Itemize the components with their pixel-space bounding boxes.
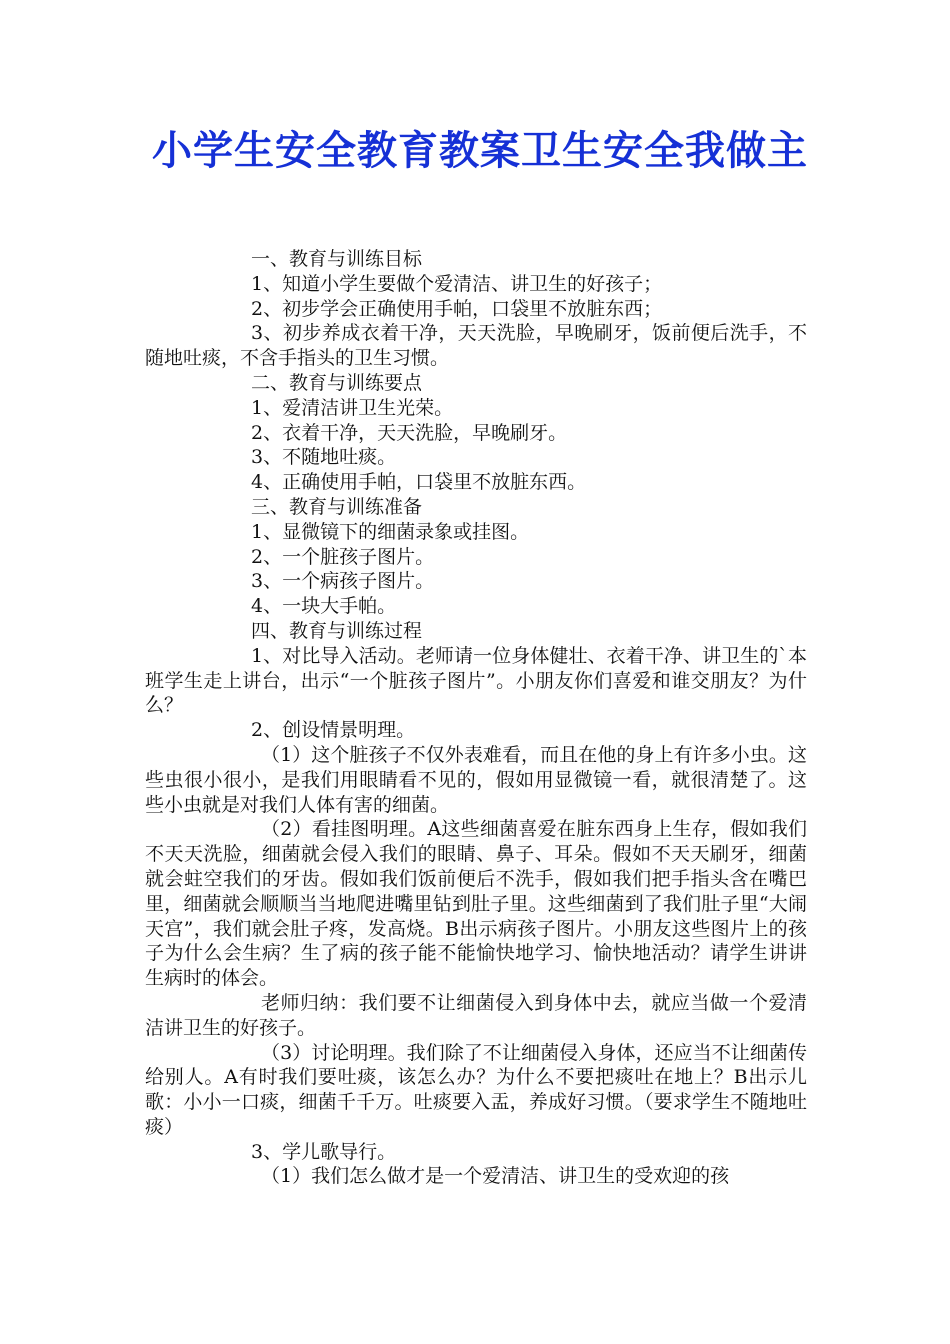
- paragraph: 3、不随地吐痰。: [251, 446, 397, 469]
- document-body: [145, 247, 807, 1189]
- paragraph: 2、初步学会正确使用手帕，口袋里不放脏东西；: [251, 297, 663, 320]
- paragraph: 2、衣着干净，天天洗脸，早晚刷牙。: [251, 421, 568, 444]
- paragraph: 3、初步养成衣着干净，天天洗脸，早晚刷牙，饭前便后洗手，不随地吐痰，不含手指头的卫生习惯。: [145, 322, 807, 370]
- paragraph: 2、创设情景明理。: [251, 719, 416, 742]
- paragraph: 老师归纳：我们要不让细菌侵入到身体中去，就应当做一个爱清洁讲卫生的好孩子。: [145, 991, 807, 1039]
- paragraph: （2）看挂图明理。A这些细菌喜爱在脏东西身上生存，假如我们不天天洗脸，细菌就会侵入我们的眼睛、鼻子、耳朵。假如不天天刷牙，细菌就会蛀空我们的牙齿。假如我们饭前便后不洗手，假如我们把手指头含在嘴巴里，细菌就会顺顺当当地爬进嘴里钻到肚子里。这些细菌到了我们肚子里“大闹天宫”，我们就会肚子疼，发高烧。B出示病孩子图片。小朋友这些图片上的孩子为什么会生病？生了病的孩子能不能愉快地学习、愉快地活动？请学生讲讲生病时的体会。: [145, 818, 807, 990]
- paragraph: 四、教育与训练过程: [251, 619, 423, 642]
- document-title: 小学生安全教育教案卫生安全我做主: [152, 128, 808, 174]
- paragraph: 1、爱清洁讲卫生光荣。: [251, 396, 454, 419]
- paragraph: 1、显微镜下的细菌录象或挂图。: [251, 520, 530, 543]
- paragraph: 1、知道小学生要做个爱清洁、讲卫生的好孩子；: [251, 272, 663, 295]
- paragraph: （1）这个脏孩子不仅外表难看，而且在他的身上有许多小虫。这些虫很小很小，是我们用眼睛看不见的，假如用显微镜一看，就很清楚了。这些小虫就是对我们人体有害的细菌。: [145, 743, 807, 816]
- paragraph: 二、教育与训练要点: [251, 371, 423, 394]
- paragraph: 3、学儿歌导行。: [251, 1140, 397, 1163]
- paragraph: 3、一个病孩子图片。: [251, 570, 435, 593]
- paragraph: 4、一块大手帕。: [251, 595, 397, 618]
- paragraph: （3）讨论明理。我们除了不让细菌侵入身体，还应当不让细菌传给别人。A有时我们要吐痰，该怎么办？为什么不要把痰吐在地上？B出示儿歌：小小一口痰，细菌千千万。吐痰要入盂，养成好习惯。（要求学生不随地吐痰）: [145, 1041, 807, 1138]
- paragraph: （1）我们怎么做才是一个爱清洁、讲卫生的受欢迎的孩: [261, 1165, 730, 1188]
- paragraph: 三、教育与训练准备: [251, 495, 423, 518]
- paragraph: 1、对比导入活动。老师请一位身体健壮、衣着干净、讲卫生的`本班学生走上讲台，出示“一个脏孩子图片”。小朋友你们喜爱和谁交朋友？为什么？: [145, 644, 807, 717]
- paragraph: 2、一个脏孩子图片。: [251, 545, 435, 568]
- paragraph: 4、正确使用手帕，口袋里不放脏东西。: [251, 471, 587, 494]
- paragraph: 一、教育与训练目标: [251, 248, 423, 270]
